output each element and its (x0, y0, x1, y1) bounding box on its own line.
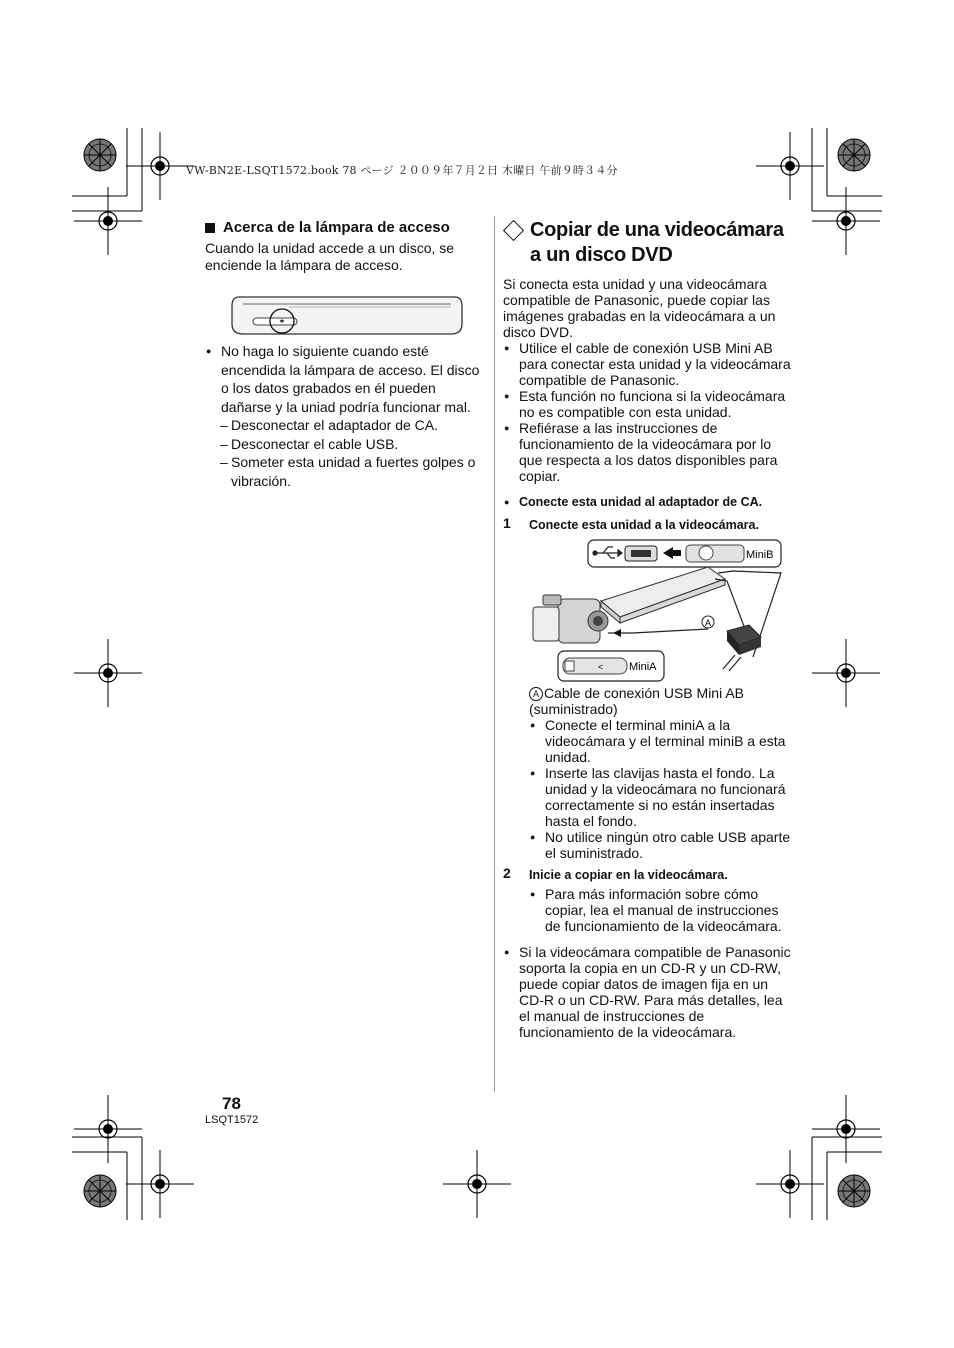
step2-bullet: ● Para más información sobre cómo copiar, lea el manual de instrucciones de funcionamiento de la videocámara. (529, 886, 793, 934)
step1-bullet: ● Conecte el terminal miniA a la videocámara y el terminal miniB a esta unidad. (529, 717, 793, 765)
step-number: 2 (503, 865, 511, 881)
warning-bullet: ● No haga lo siguiente cuando esté encendida la lámpara de acceso. El disco o los datos grabados en él pueden dañarse y la uniad podría funcionar mal. (205, 342, 490, 416)
info-bullet: ● Esta función no funciona si la videocámara no es compatible con esta unidad. (503, 388, 793, 420)
minib-label: MiniB (746, 549, 774, 561)
column-divider (494, 216, 495, 1092)
diamond-icon (503, 220, 524, 241)
dash-item: – Desconectar el adaptador de CA. (205, 416, 490, 435)
step1-notes (503, 717, 793, 861)
right-column (503, 218, 793, 1040)
book-header: VW-BN2E-LSQT1572.book 78 ページ ２００９年７月２日 木曜日 午前９時３４分 (186, 164, 618, 177)
step-text: Conecte esta unidad a la videocámara. (529, 518, 759, 532)
cable-note (503, 685, 793, 717)
cable-name: Cable de conexión USB Mini AB (544, 685, 744, 701)
prereq-bullet: ● Conecte esta unidad al adaptador de CA. (503, 494, 793, 510)
info-bullet: ● Utilice el cable de conexión USB Mini AB para conectar esta unidad y la videocámara compatible de Panasonic. (503, 340, 793, 388)
page-number: 78 (222, 1094, 241, 1113)
step-1 (503, 517, 793, 533)
callout-a-label: A (704, 618, 712, 628)
step1-bullet: ● No utilice ningún otro cable USB aparte el suministrado. (529, 829, 793, 861)
ac-adapter-icon (723, 625, 761, 671)
cable-supplied: (suministrado) (529, 701, 618, 717)
step2-notes (503, 886, 793, 934)
step1-bullet: ● Inserte las clavijas hasta el fondo. La unidad y la videocámara no funcionará correctamente si no están insertadas hasta el fondo. (529, 765, 793, 829)
intro-text: Cuando la unidad accede a un disco, se enciende la lámpara de acceso. (205, 240, 455, 273)
cable-marker: A (529, 687, 543, 701)
info-bullet: ● Refiérase a las instrucciones de funcionamiento de la videocámara por lo que respecta a los datos disponibles para copiar. (503, 420, 793, 484)
final-bullet: ● Si la videocámara compatible de Panasonic soporta la copia en un CD-R y un CD-RW, puede copiar datos de imagen fija en un CD-R o un CD-RW. Para más detalles, lea el manual de instrucciones de funcionamiento de la videocámara. (503, 944, 793, 1040)
dash-item: – Desconectar el cable USB. (205, 435, 490, 454)
section-heading-text: Acerca de la lámpara de acceso (223, 219, 450, 236)
step-number: 1 (503, 515, 511, 531)
title-line-2: a un disco DVD (530, 244, 673, 266)
section-title (503, 218, 793, 268)
section-heading (205, 219, 490, 236)
connection-diagram (503, 537, 793, 687)
step-text: Inicie a copiar en la videocámara. (529, 868, 728, 882)
step-2 (503, 867, 793, 883)
title-line-1: Copiar de una videocámara (530, 219, 784, 241)
left-column (205, 219, 490, 490)
dash-item: – Someter esta unidad a fuertes golpes o vibración. (205, 453, 490, 490)
square-bullet-icon (205, 223, 215, 233)
document-code: LSQT1572 (205, 1114, 259, 1126)
svg-text:<: < (598, 662, 604, 672)
drive-illustration (229, 294, 465, 338)
intro-text: Si conecta esta unidad y una videocámara compatible de Panasonic, puede copiar las imágenes grabadas en la videocámara a un disco DVD. (503, 276, 776, 340)
camcorder-icon (533, 595, 608, 643)
minia-label: MiniA (629, 661, 657, 673)
